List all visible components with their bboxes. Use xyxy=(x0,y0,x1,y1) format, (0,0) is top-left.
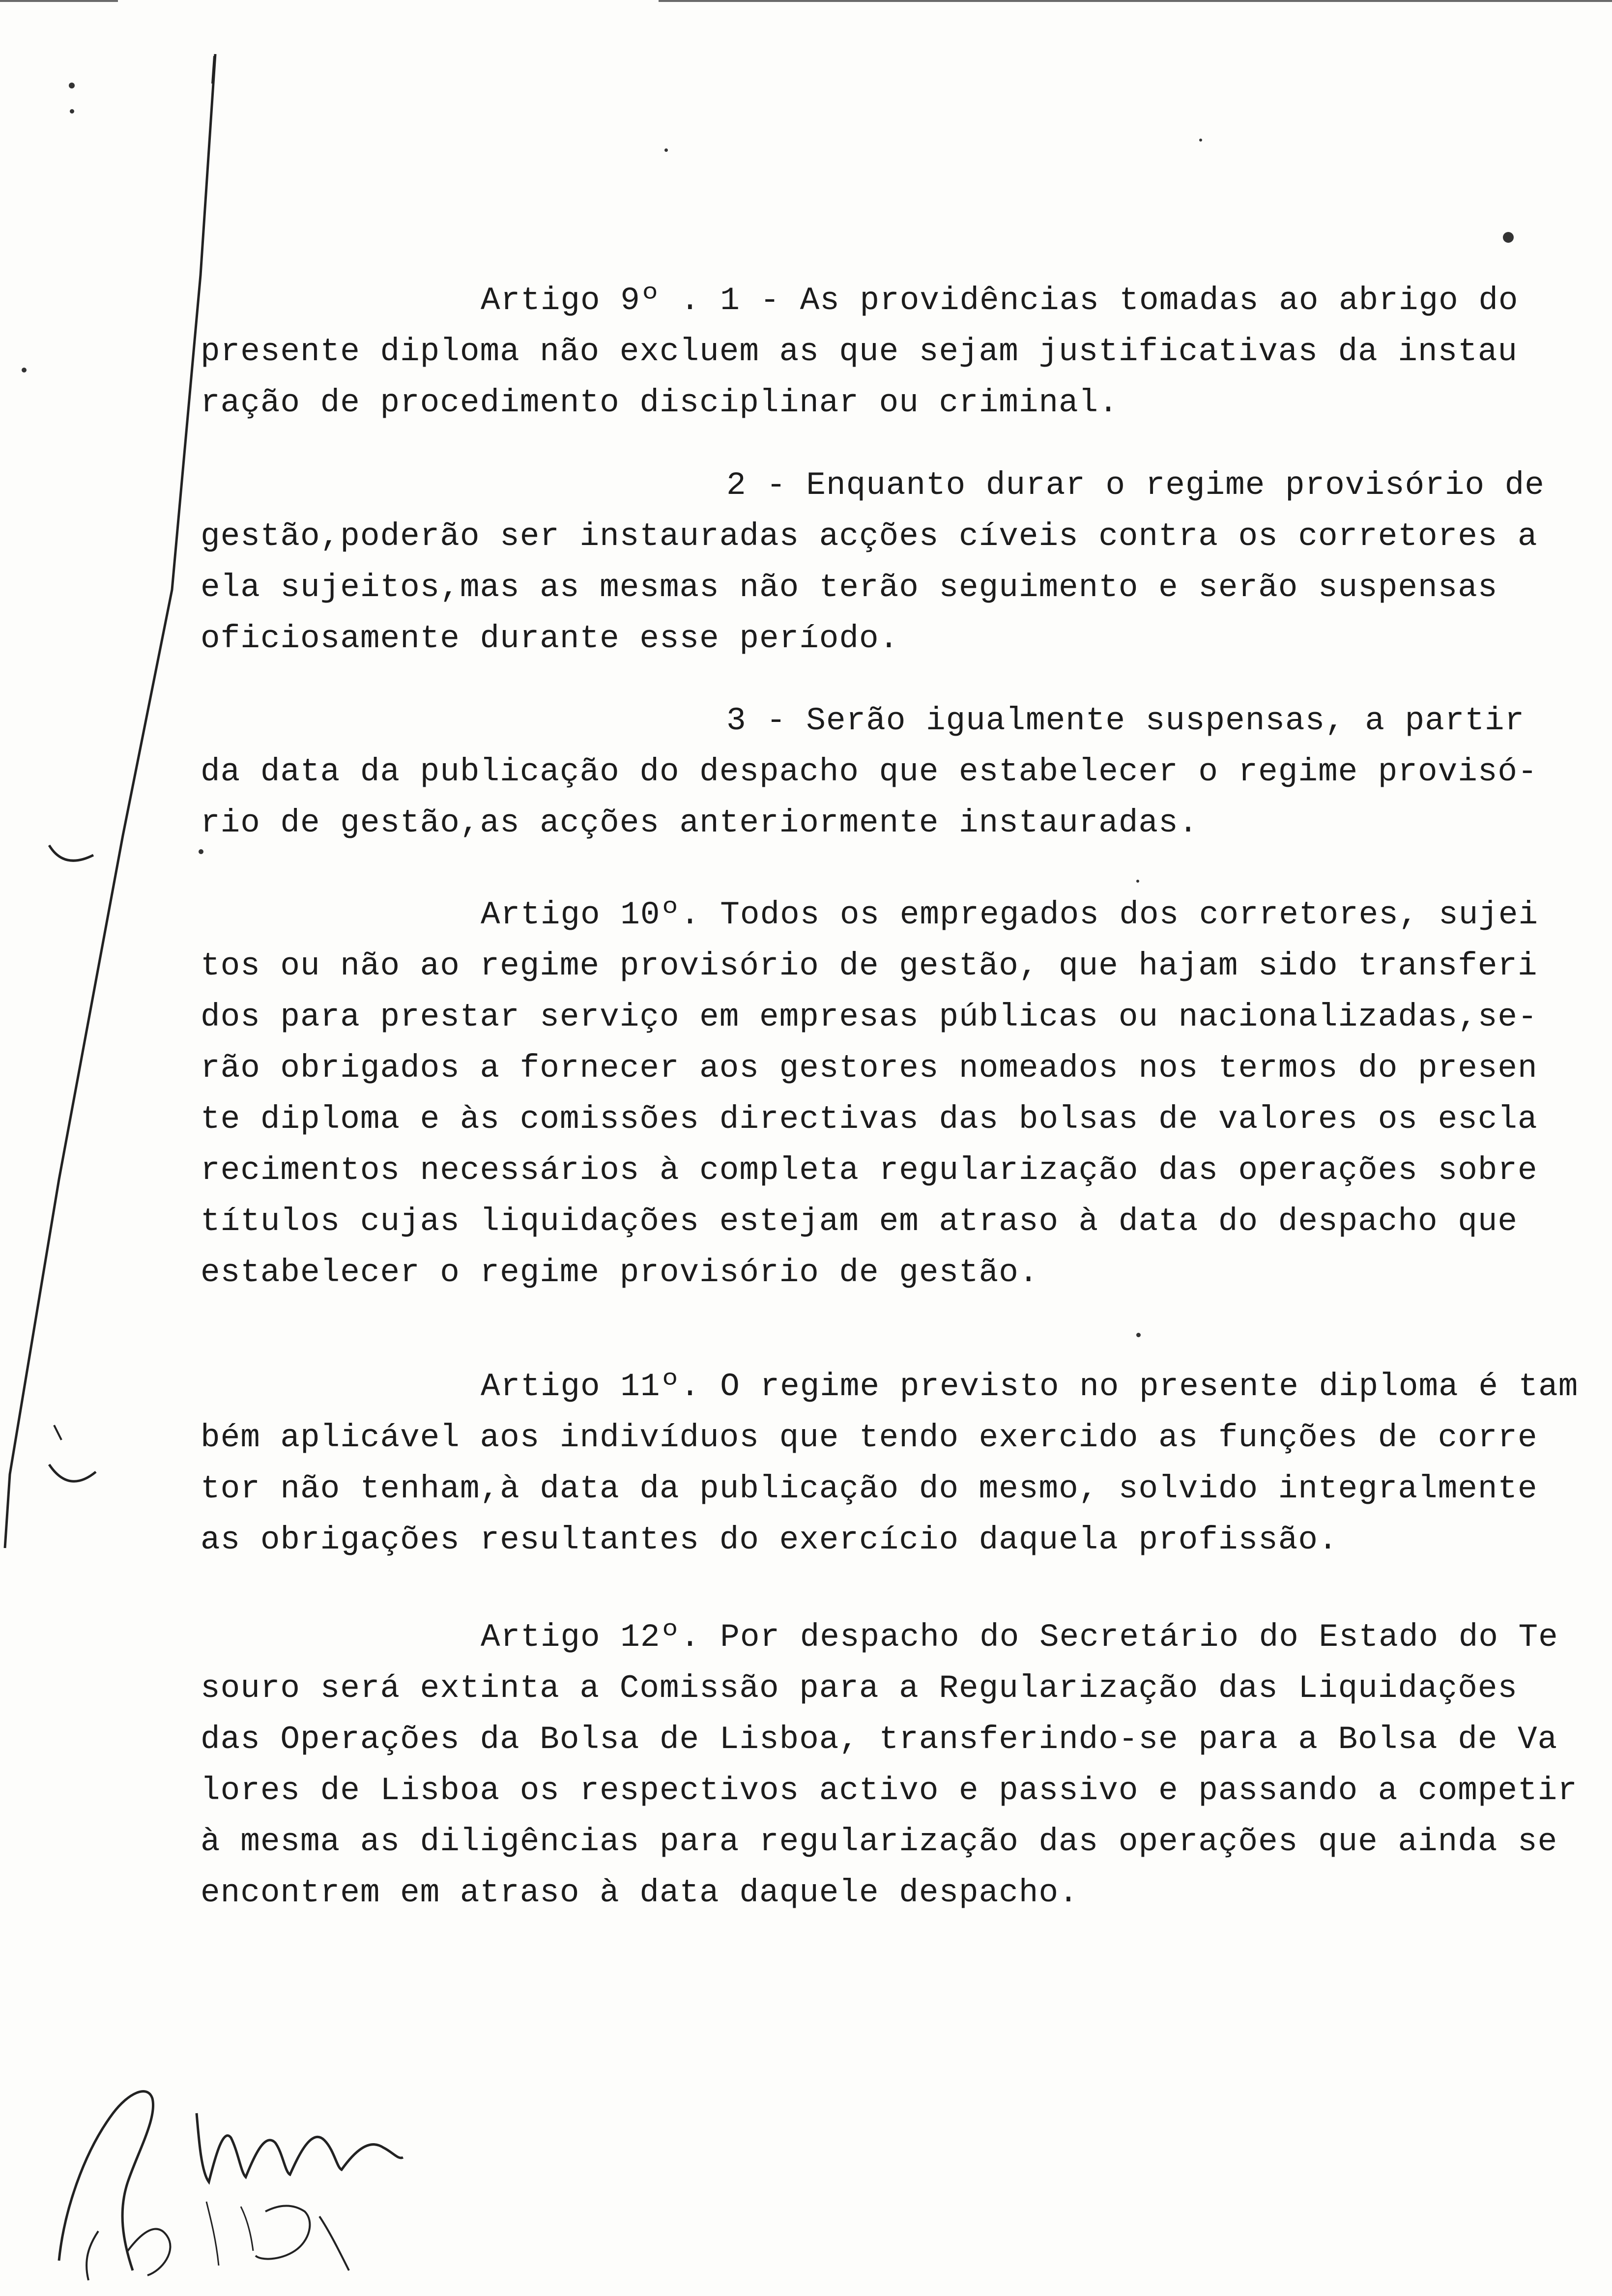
scan-speck xyxy=(1136,880,1139,883)
text-line: das Operações da Bolsa de Lisboa, transferindo-se para a Bolsa de Va xyxy=(201,1721,1558,1758)
text-line: tos ou não ao regime provisório de gestão, que hajam sido transferi xyxy=(201,947,1538,984)
scan-speck xyxy=(69,83,75,88)
paragraph-artigo-9-n2 xyxy=(201,460,1606,664)
text-line: títulos cujas liquidações estejam em atraso à data do despacho que xyxy=(201,1203,1518,1240)
text-line: oficiosamente durante esse período. xyxy=(201,620,899,657)
text-line: recimentos necessários à completa regularização das operações sobre xyxy=(201,1152,1538,1189)
paragraph-artigo-12 xyxy=(201,1612,1606,1919)
text-line: Artigo 10º. Todos os empregados dos corretores, sujei xyxy=(481,896,1539,933)
scan-speck xyxy=(199,849,203,854)
text-line: rio de gestão,as acções anteriormente instauradas. xyxy=(201,804,1199,841)
scan-speck xyxy=(664,148,668,152)
text-line: te diploma e às comissões directivas das bolsas de valores os escla xyxy=(201,1101,1538,1138)
text-line: encontrem em atraso à data daquele despacho. xyxy=(201,1874,1079,1911)
text-line: bém aplicável aos indivíduos que tendo exercido as funções de corre xyxy=(201,1419,1538,1456)
scan-speck xyxy=(1136,1333,1141,1337)
text-line: Artigo 12º. Por despacho do Secretário do Estado do Te xyxy=(481,1619,1558,1656)
scan-speck xyxy=(70,109,74,114)
text-line: estabelecer o regime provisório de gestão. xyxy=(201,1254,1039,1291)
text-line: presente diploma não excluem as que sejam justificativas da instau xyxy=(201,333,1518,370)
scan-speck xyxy=(1503,232,1514,243)
text-line: rão obrigados a fornecer aos gestores nomeados nos termos do presen xyxy=(201,1050,1538,1087)
text-line: Artigo 9º . 1 - As providências tomadas ao abrigo do xyxy=(481,282,1519,319)
text-line: à mesma as diligências para regularização das operações que ainda se xyxy=(201,1823,1558,1860)
text-line: ela sujeitos,mas as mesmas não terão seguimento e serão suspensas xyxy=(201,569,1498,606)
text-line: da data da publicação do despacho que estabelecer o regime provisó- xyxy=(201,753,1538,790)
text-line: tor não tenham,à data da publicação do mesmo, solvido integralmente xyxy=(201,1470,1538,1507)
text-line: Artigo 11º. O regime previsto no presente diploma é tam xyxy=(481,1368,1579,1405)
text-line: dos para prestar serviço em empresas públicas ou nacionalizadas,se- xyxy=(201,999,1538,1035)
handwritten-signature xyxy=(29,2054,511,2290)
text-line: 2 - Enquanto durar o regime provisório de xyxy=(726,467,1545,504)
paragraph-artigo-10 xyxy=(201,890,1606,1298)
text-line: lores de Lisboa os respectivos activo e passivo e passando a competir xyxy=(201,1772,1578,1809)
paragraph-artigo-9-n1 xyxy=(201,275,1606,429)
text-line: gestão,poderão ser instauradas acções cíveis contra os corretores a xyxy=(201,518,1538,555)
paragraph-artigo-9-n3 xyxy=(201,695,1606,849)
text-line: as obrigações resultantes do exercício daquela profissão. xyxy=(201,1521,1338,1558)
text-line: ração de procedimento disciplinar ou criminal. xyxy=(201,384,1119,421)
text-line: souro será extinta a Comissão para a Regularização das Liquidações xyxy=(201,1670,1518,1707)
scan-speck xyxy=(1199,139,1202,142)
text-line: 3 - Serão igualmente suspensas, a partir xyxy=(726,702,1525,739)
paragraph-artigo-11 xyxy=(201,1361,1606,1566)
scan-speck xyxy=(22,368,27,373)
